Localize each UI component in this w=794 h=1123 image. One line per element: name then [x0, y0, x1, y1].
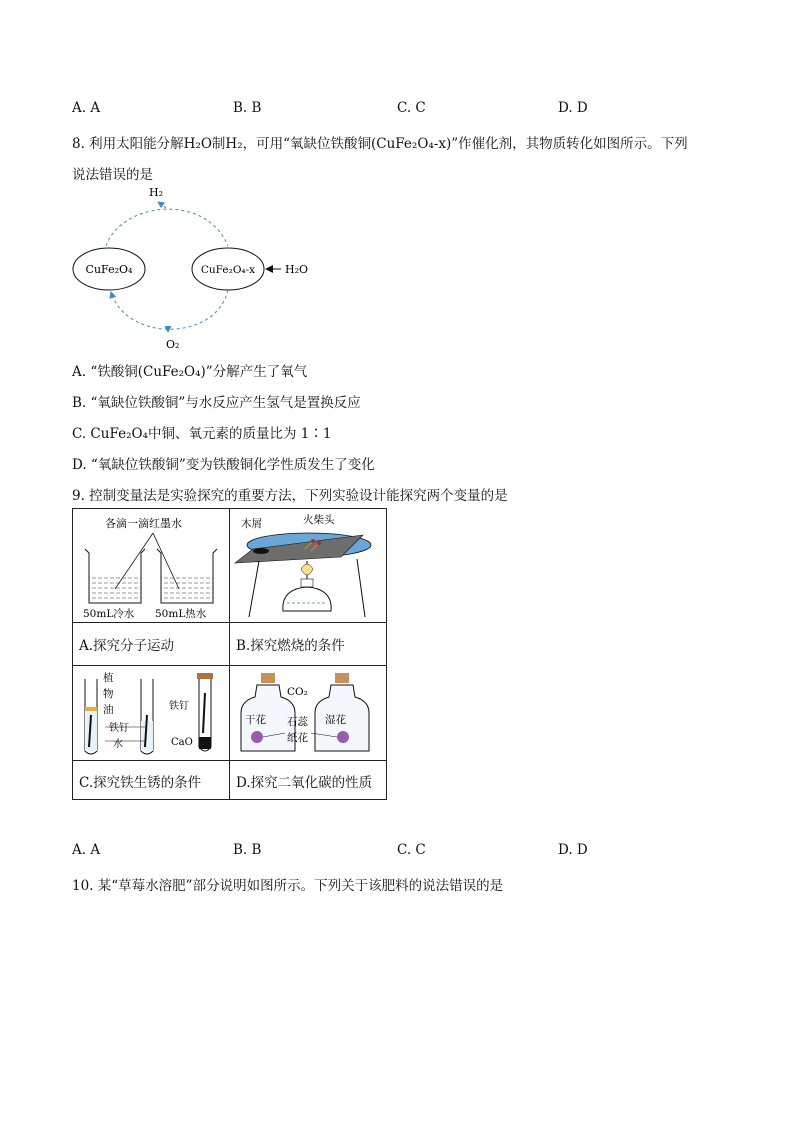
q9d-caption: D.探究二氧化碳的性质	[236, 774, 373, 791]
q9-options-table	[72, 508, 387, 800]
o2-label: O₂	[166, 338, 180, 351]
q9d-label-co2: CO₂	[287, 686, 308, 698]
q9b-caption: B.探究燃烧的条件	[236, 638, 345, 654]
q8-option-a: A. “铁酸铜(CuFe₂O₄)”分解产生了氧气	[72, 364, 308, 380]
q9d-label-litmus2: 纸花	[287, 732, 308, 744]
q9c-label-oil-3: 油	[103, 704, 114, 716]
q9c-label-nail2: 铁钉	[169, 701, 189, 712]
q9-option-c: C. C	[397, 842, 426, 858]
q9d-bottles-figure	[231, 667, 386, 759]
top-arc	[106, 209, 228, 246]
q9-option-a: A. A	[72, 842, 101, 858]
q8-option-b: B. “氧缺位铁酸铜”与水反应产生氢气是置换反应	[72, 395, 361, 411]
q7-option-d: D. D	[558, 100, 588, 116]
q9-option-b: B. B	[233, 842, 262, 858]
q9-stem: 9. 控制变量法是实验探究的重要方法，下列实验设计能探究两个变量的是	[72, 488, 508, 504]
q9d-flower-1	[251, 731, 263, 743]
q8-stem-line2: 说法错误的是	[72, 167, 153, 183]
q9d-label-dry: 干花	[245, 714, 266, 726]
q7-option-a: A. A	[72, 100, 101, 116]
q9d-label-litmus1: 石蕊	[287, 716, 308, 728]
q9b-label-match: 火柴头	[303, 514, 335, 526]
right-node-label: CuFe₂O₄-x	[200, 264, 256, 276]
q9a-label-hot: 50mL热水	[155, 608, 207, 620]
h2-arrow	[158, 202, 166, 208]
q9b-label-sawdust: 木屑	[241, 518, 262, 530]
q8-option-c: C. CuFe₂O₄中铜、氧元素的质量比为 1∶1	[72, 426, 332, 442]
q7-option-b: B. B	[233, 100, 262, 116]
q9c-label-cao: CaO	[171, 737, 193, 748]
bottom-arc	[111, 290, 228, 329]
q9a-caption: A.探究分子运动	[79, 638, 175, 654]
q9c-label-oil-1: 植	[103, 672, 114, 684]
q7-option-c: C. C	[397, 100, 426, 116]
q9b-burner-figure	[231, 511, 386, 621]
h2o-label: H₂O	[285, 263, 309, 276]
q9c-label-water: 水	[113, 739, 123, 750]
q9-option-d: D. D	[558, 842, 588, 858]
q9c-caption: C.探究铁生锈的条件	[79, 774, 202, 791]
q8-option-d: D. “氧缺位铁酸铜”变为铁酸铜化学性质发生了变化	[72, 457, 375, 473]
q9a-label-cold: 50mL冷水	[83, 608, 135, 620]
q9c-tubes-figure	[75, 667, 227, 759]
q8-cycle-diagram	[66, 182, 326, 352]
q9a-label-top: 各滴一滴红墨水	[105, 517, 182, 530]
q9c-label-oil-2: 物	[103, 688, 114, 700]
q9d-flower-2	[337, 731, 349, 743]
q9b-burner	[283, 587, 331, 611]
q9d-label-wet: 湿花	[325, 714, 346, 726]
q9a-beakers-figure	[75, 511, 227, 621]
left-node-label: CuFe₂O₄	[85, 263, 133, 276]
q10-stem: 10. 某“草莓水溶肥”部分说明如图所示。下列关于该肥料的说法错误的是	[72, 878, 504, 894]
q9c-label-nail1: 铁钉	[109, 723, 129, 734]
h2-label: H₂	[149, 186, 164, 199]
q8-stem-line1: 8. 利用太阳能分解H₂O制H₂，可用“氧缺位铁酸铜(CuFe₂O₄-x)”作催化剂，其物质转化如图所示。下列	[72, 136, 688, 152]
